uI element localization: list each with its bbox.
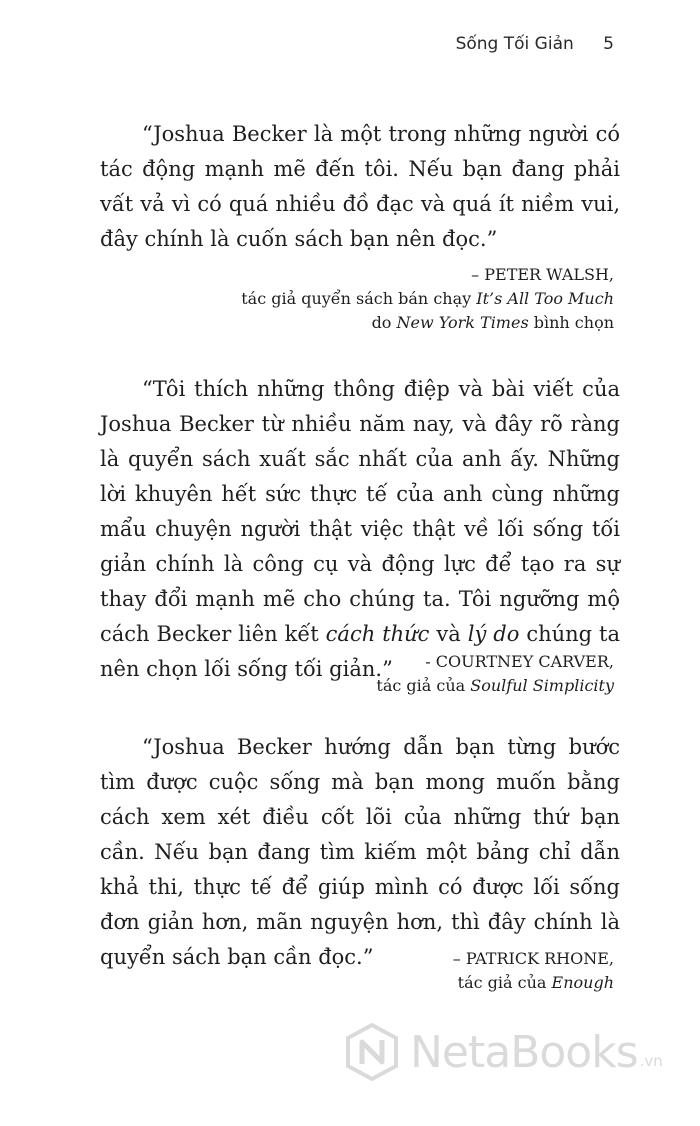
author-name: - COURTNEY CARVER, bbox=[425, 652, 614, 671]
quote-courtney-carver: “Tôi thích những thông điệp và bài viết của Joshua Becker từ nhiều năm nay, và đây rõ ràng là quyển sách xuất sắc nhất của anh ấy. Những lời khuyên hết sức thực tế của anh cùng những mẩu chuyện người thật việc thật về lối sống tối giản chính là công cụ và động lực để tạo ra sự thay đổi mạnh mẽ cho chúng ta. Tôi ngưỡng mộ cách Becker liên kết cách thức và lý do chúng ta nên chọn lối sống tối giản.” bbox=[100, 377, 621, 681]
author-credit-line2: do New York Times bình chọn bbox=[371, 313, 614, 332]
book-title: Sống Tối Giản bbox=[455, 34, 574, 54]
attribution-peter-walsh bbox=[94, 263, 614, 335]
author-credit: tác giả của Enough bbox=[457, 973, 614, 992]
book-title-italic: Enough bbox=[551, 973, 614, 992]
emphasis-cach-thuc: cách thức bbox=[325, 622, 430, 646]
quote-peter-walsh: “Joshua Becker là một trong những người có tác động mạnh mẽ đến tôi. Nếu bạn đang phải vất vả vì có quá nhiều đồ đạc và quá ít niềm vui, đây chính là cuốn sách bạn nên đọc.” bbox=[100, 122, 620, 251]
author-name: – PATRICK RHONE, bbox=[452, 949, 614, 968]
quote-patrick-rhone: “Joshua Becker hướng dẫn bạn từng bước tìm được cuộc sống mà bạn mong muốn bằng cách xem xét điều cốt lõi của những thứ bạn cần. Nếu bạn đang tìm kiếm một bảng chỉ dẫn khả thi, thực tế để giúp mình có được lối sống đơn giản hơn, mãn nguyện hơn, thì đây chính là quyển sách bạn cần đọc.” bbox=[100, 735, 620, 969]
running-header bbox=[456, 34, 614, 54]
watermark bbox=[342, 1022, 663, 1082]
author-credit: tác giả của Soulful Simplicity bbox=[376, 676, 614, 695]
netabooks-logo-icon bbox=[342, 1022, 402, 1082]
watermark-domain: .vn bbox=[639, 1052, 663, 1070]
emphasis-ly-do: lý do bbox=[467, 622, 520, 646]
author-name: – PETER WALSH, bbox=[471, 265, 614, 284]
book-title-italic: Soulful Simplicity bbox=[470, 676, 614, 695]
attribution-patrick-rhone bbox=[94, 947, 614, 995]
page-number: 5 bbox=[603, 34, 614, 54]
watermark-brand: NetaBooks bbox=[410, 1026, 638, 1078]
attribution-courtney-carver bbox=[94, 650, 614, 698]
book-title-italic: It’s All Too Much bbox=[476, 289, 614, 308]
publication-title-italic: New York Times bbox=[396, 313, 529, 332]
author-credit: tác giả quyển sách bán chạy It’s All Too Much bbox=[241, 289, 614, 308]
